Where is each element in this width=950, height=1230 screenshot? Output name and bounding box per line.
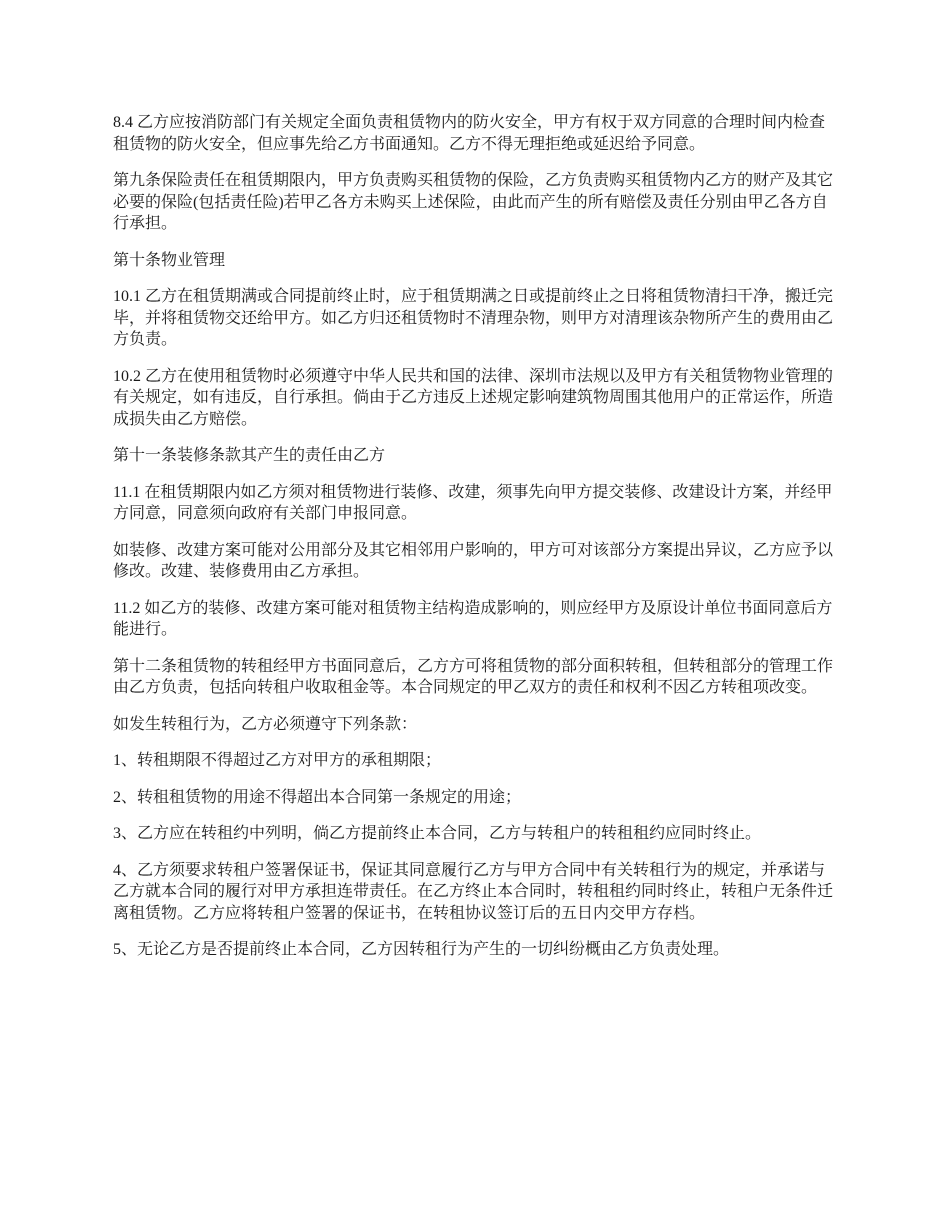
clause-8-4: 8.4 乙方应按消防部门有关规定全面负责租赁物内的防火安全，甲方有权于双方同意的合理时间内检查租赁物的防火安全，但应事先给乙方书面通知。乙方不得无理拒绝或延迟给予同意。 <box>113 114 826 153</box>
clause-11-1-note: 如装修、改建方案可能对公用部分及其它相邻用户影响的，甲方可对该部分方案提出异议，乙方应予以修改。改建、装修费用由乙方承担。 <box>113 541 834 580</box>
clause-9-insurance: 第九条保险责任在租赁期限内，甲方负责购买租赁物的保险，乙方负责购买租赁物内乙方的财产及其它必要的保险(包括责任险)若甲乙各方未购买上述保险，由此而产生的所有赔偿及责任分别由甲乙各方自行承担。 <box>113 172 834 232</box>
clause-11-1: 11.1 在租赁期限内如乙方须对租赁物进行装修、改建，须事先向甲方提交装修、改建设计方案，并经甲方同意，同意须向政府有关部门申报同意。 <box>113 483 833 522</box>
clause-10-heading: 第十条物业管理 <box>113 251 226 269</box>
clause-12-sublease: 第十二条租赁物的转租经甲方书面同意后，乙方方可将租赁物的部分面积转租，但转租部分的管理工作由乙方负责，包括向转租户收取租金等。本合同规定的甲乙双方的责任和权利不因乙方转租项改变。 <box>113 657 834 696</box>
sublease-item-5: 5、无论乙方是否提前终止本合同，乙方因转租行为产生的一切纠纷概由乙方负责处理。 <box>113 941 730 958</box>
document-page <box>113 112 839 976</box>
clause-10-1: 10.1 乙方在租赁期满或合同提前终止时，应于租赁期满之日或提前终止之日将租赁物清扫干净，搬迁完毕，并将租赁物交还给甲方。如乙方归还租赁物时不清理杂物，则甲方对清理该杂物所产生的费用由乙方负责。 <box>113 288 834 348</box>
clause-10-2: 10.2 乙方在使用租赁物时必须遵守中华人民共和国的法律、深圳市法规以及甲方有关租赁物物业管理的有关规定，如有违反，自行承担。倘由于乙方违反上述规定影响建筑物周围其他用户的正常运作，所造成损失由乙方赔偿。 <box>113 367 834 428</box>
sublease-item-4: 4、乙方须要求转租户签署保证书，保证其同意履行乙方与甲方合同中有关转租行为的规定，并承诺与乙方就本合同的履行对甲方承担连带责任。在乙方终止本合同时，转租租约同时终止，转租户无条件迁离租赁物。乙方应将转租户签署的保证书，在转租协议签订后的五日内交甲方存档。 <box>113 861 834 922</box>
sublease-item-3: 3、乙方应在转租约中列明，倘乙方提前终止本合同，乙方与转租户的转租租约应同时终止。 <box>113 825 762 842</box>
clause-11-2: 11.2 如乙方的装修、改建方案可能对租赁物主结构造成影响的，则应经甲方及原设计单位书面同意后方能进行。 <box>113 599 833 638</box>
sublease-item-1: 1、转租期限不得超过乙方对甲方的承租期限； <box>113 752 442 769</box>
sublease-item-2: 2、转租租赁物的用途不得超出本合同第一条规定的用途； <box>113 788 522 806</box>
clause-11-heading: 第十一条装修条款其产生的责任由乙方 <box>113 447 386 464</box>
sublease-intro: 如发生转租行为，乙方必须遵守下列条款： <box>113 715 418 733</box>
